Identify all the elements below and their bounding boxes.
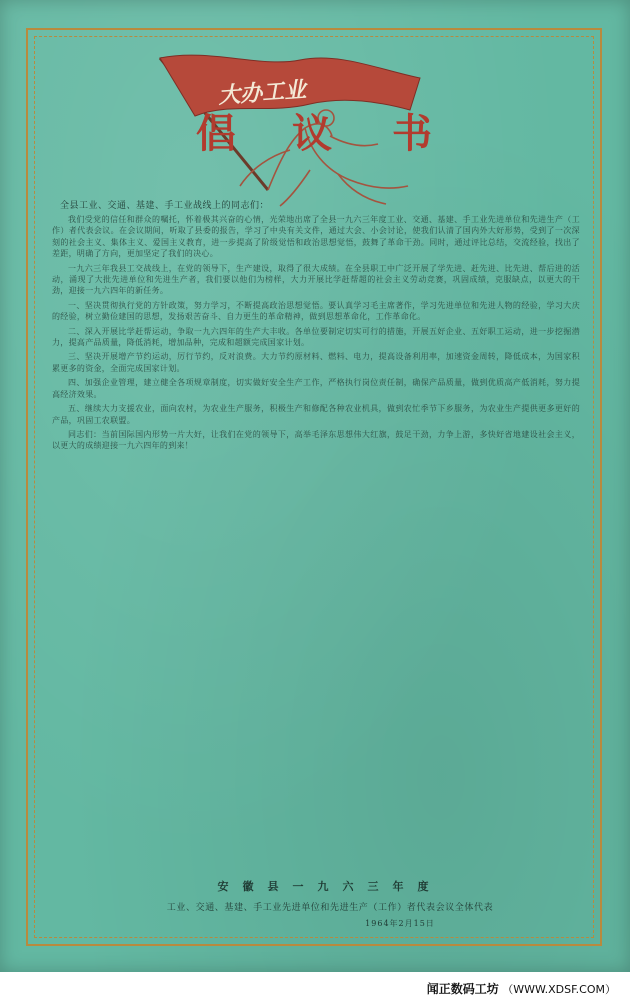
salutation-line: 全县工业、交通、基建、手工业战线上的同志们：: [60, 201, 270, 211]
paragraph-summary: 一九六三年我县工交战线上，在党的领导下，生产建设，取得了很大成绩。在全县职工中广泛开展了学先进、赶先进、比先进、帮后进的活动，涌现了大批先进单位和先进生产者，我们要以他们为榜样，大力开展比学赶帮超的社会主义劳动竞赛，巩固成绩，克服缺点，以更大的干劲，迎接一九六四年的新任务。: [52, 263, 580, 296]
proposal-body: [52, 214, 580, 880]
paragraph-point-2: 二、深入开展比学赶帮运动，争取一九六四年的生产大丰收。各单位要制定切实可行的措施，开展五好企业、五好职工运动，进一步挖掘潜力，提高产品质量，降低消耗，增加品种，完成和超额完成国家计划。: [52, 326, 580, 348]
site-watermark: [427, 980, 616, 997]
issuing-body-line: 工业、交通、基建、手工业先进单位和先进生产（工作）者代表会议全体代表: [166, 903, 494, 913]
signature-block: [120, 878, 540, 929]
county-year-line: 安徽县一九六三年度: [217, 880, 443, 893]
paragraph-intro: 我们受党的信任和群众的嘱托，怀着极其兴奋的心情，光荣地出席了全县一九六三年度工业、交通、基建、手工业先进单位和先进生产（工作）者代表会议。在会议期间，听取了县委的报告，学习了中央有关文件，通过大会、小会讨论，使我们认清了国内外大好形势，受到了一次深刻的社会主义、集体主义、爱国主义教育，进一步提高了阶级觉悟和政治思想觉悟，鼓舞了革命干劲。同时，通过评比总结，交流经验，找出了差距，明确了方向，更加坚定了我们的决心。: [52, 215, 580, 259]
paragraph-closing: 同志们：当前国际国内形势一片大好，让我们在党的领导下，高举毛泽东思想伟大红旗，鼓足干劲，力争上游，多快好省地建设社会主义，以更大的成绩迎接一九六四年的到来！: [52, 429, 580, 451]
banner-slogan: 大办工业: [217, 77, 307, 109]
watermark-site: （WWW.XDSF.COM）: [502, 983, 616, 996]
paragraph-point-1: 一、坚决贯彻执行党的方针政策，努力学习，不断提高政治思想觉悟。要认真学习毛主席著作，学习先进单位和先进人物的经验，学习大庆的经验，树立勤俭建国的思想，发扬艰苦奋斗、自力更生的革命精神，做到思想革命化，工作革命化。: [52, 300, 580, 322]
paragraph-point-3: 三、坚决开展增产节约运动，厉行节约，反对浪费。大力节约原材料、燃料、电力，提高设备利用率，加速资金周转，降低成本，为国家积累更多的资金，全面完成国家计划。: [52, 352, 580, 373]
issue-date: 1964年2月15日: [365, 919, 435, 928]
title-char-3: 书: [392, 110, 432, 157]
watermark-name: 闻正数码工坊: [426, 982, 499, 996]
title-char-1: 倡: [196, 110, 236, 157]
paragraph-point-4: 四、加强企业管理，建立健全各项规章制度，切实做好安全生产工作，严格执行岗位责任制，确保产品质量，做到优质高产低消耗，努力提高经济效果。: [52, 378, 580, 399]
paragraph-point-5: 五、继续大力支援农业，面向农村，为农业生产服务，积极生产和修配各种农业机具，做到农忙季节下乡服务，为农业生产提供更多更好的产品，巩固工农联盟。: [52, 404, 580, 425]
title-char-2: 议: [292, 110, 332, 157]
